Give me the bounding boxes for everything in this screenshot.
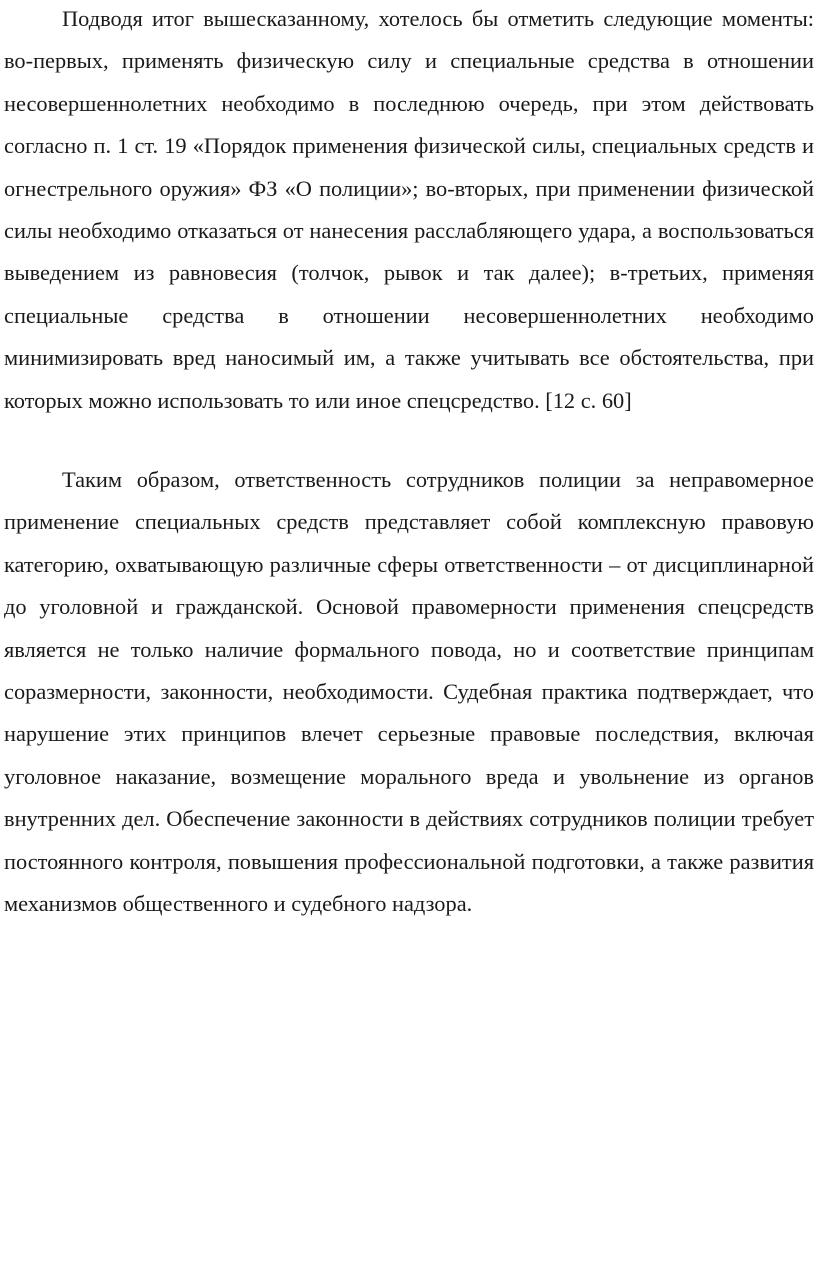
paragraph-conclusion-summary: Подводя итог вышесказанному, хотелось бы отметить следующие моменты: во-первых, применять физическую силу и специальные средства в отношении несовершеннолетних необходимо в последнюю очередь, при этом действовать согласно п. 1 ст. 19 «Порядок применения физической силы, специальных средств и огнестрельного оружия» ФЗ «О полиции»; во-вторых, при применении физической силы необходимо отказаться от нанесения расслабляющего удара, а воспользоваться выведением из равновесия (толчок, рывок и так далее); в-третьих, применяя специальные средства в отношении несовершеннолетних необходимо минимизировать вред наносимый им, а также учитывать все обстоятельства, при которых можно использовать то или иное спецсредство. [12 с. 60] <box>4 6 814 413</box>
paragraph-responsibility-summary: Таким образом, ответственность сотрудников полиции за неправомерное применение специальных средств представляет собой комплексную правовую категорию, охватывающую различные сферы ответственности – от дисциплинарной до уголовной и гражданской. Основой правомерности применения спецсредств является не только наличие формального повода, но и соответствие принципам соразмерности, законности, необходимости. Судебная практика подтверждает, что нарушение этих принципов влечет серьезные правовые последствия, включая уголовное наказание, возмещение морального вреда и увольнение из органов внутренних дел. Обеспечение законности в действиях сотрудников полиции требует постоянного контроля, повышения профессиональной подготовки, а также развития механизмов общественного и судебного надзора. <box>4 467 814 917</box>
